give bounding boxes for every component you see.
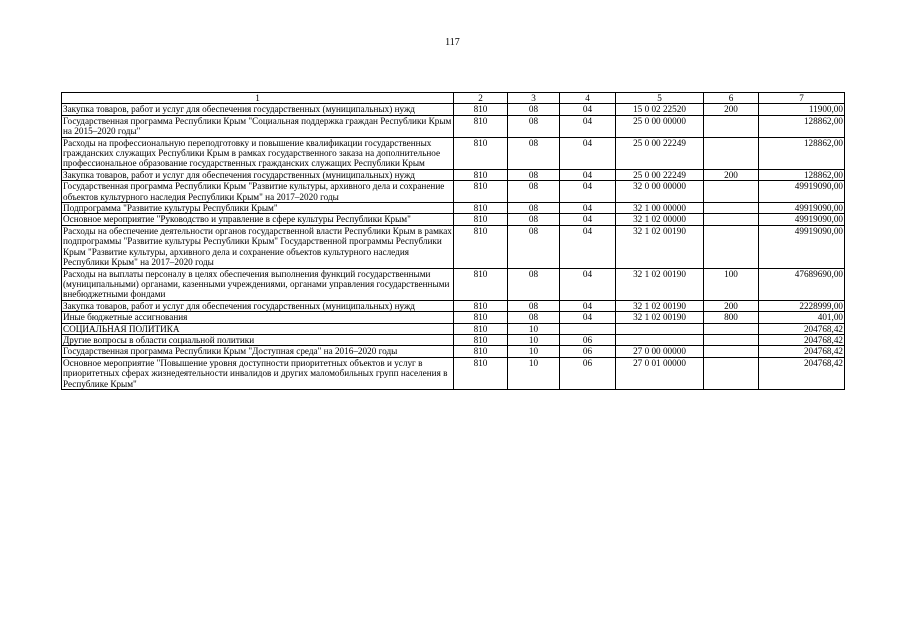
header-cell-5: 5 — [616, 93, 704, 104]
row-target-article-cell: 32 1 02 00000 — [616, 214, 704, 225]
row-code-cell: 810 — [454, 346, 508, 357]
row-section-cell: 08 — [508, 214, 560, 225]
row-expense-type-cell — [704, 137, 759, 169]
row-target-article-cell: 25 0 00 00000 — [616, 115, 704, 137]
row-subsection-cell: 04 — [560, 312, 616, 323]
row-code-cell: 810 — [454, 225, 508, 268]
row-section-cell: 10 — [508, 357, 560, 389]
row-code-cell: 810 — [454, 181, 508, 203]
row-section-cell: 08 — [508, 203, 560, 214]
row-expense-type-cell — [704, 225, 759, 268]
row-expense-type-cell: 200 — [704, 169, 759, 180]
row-name-cell: Расходы на выплаты персоналу в целях обеспечения выполнения функций государственными (муниципальными) органами, казенными учреждениями, органами управления государственными внебюджетными фондами — [62, 268, 454, 300]
row-amount-cell: 49919090,00 — [759, 225, 845, 268]
row-name-cell: Государственная программа Республики Крым "Развитие культуры, архивного дела и сохранение объектов культурного наследия Республики Крым" на 2017–2020 годы — [62, 181, 454, 203]
row-target-article-cell: 32 1 02 00190 — [616, 300, 704, 311]
row-expense-type-cell: 200 — [704, 300, 759, 311]
header-cell-2: 2 — [454, 93, 508, 104]
row-amount-cell: 204768,42 — [759, 357, 845, 389]
table-row — [62, 203, 845, 214]
row-amount-cell: 204768,42 — [759, 334, 845, 345]
row-target-article-cell: 15 0 02 22520 — [616, 104, 704, 115]
row-section-cell: 08 — [508, 115, 560, 137]
row-name-cell: Другие вопросы в области социальной политики — [62, 334, 454, 345]
row-target-article-cell: 25 0 00 22249 — [616, 169, 704, 180]
row-section-cell: 10 — [508, 334, 560, 345]
row-section-cell: 08 — [508, 104, 560, 115]
row-target-article-cell: 25 0 00 22249 — [616, 137, 704, 169]
row-expense-type-cell — [704, 357, 759, 389]
row-expense-type-cell — [704, 203, 759, 214]
row-amount-cell: 128862,00 — [759, 137, 845, 169]
row-subsection-cell: 06 — [560, 346, 616, 357]
row-expense-type-cell — [704, 346, 759, 357]
row-expense-type-cell: 800 — [704, 312, 759, 323]
row-name-cell: Подпрограмма "Развитие культуры Республики Крым" — [62, 203, 454, 214]
table-row — [62, 169, 845, 180]
table-row — [62, 312, 845, 323]
row-name-cell: Государственная программа Республики Крым "Социальная поддержка граждан Республики Крым на 2015–2020 годы" — [62, 115, 454, 137]
row-amount-cell: 49919090,00 — [759, 203, 845, 214]
row-name-cell: СОЦИАЛЬНАЯ ПОЛИТИКА — [62, 323, 454, 334]
row-name-cell: Основное мероприятие "Повышение уровня доступности приоритетных объектов и услуг в приоритетных сферах жизнедеятельности инвалидов и других маломобильных групп населения в Республике Крым" — [62, 357, 454, 389]
row-target-article-cell — [616, 334, 704, 345]
row-code-cell: 810 — [454, 115, 508, 137]
header-cell-7: 7 — [759, 93, 845, 104]
table-row — [62, 181, 845, 203]
row-target-article-cell: 32 0 00 00000 — [616, 181, 704, 203]
row-target-article-cell: 32 1 02 00190 — [616, 225, 704, 268]
row-subsection-cell: 04 — [560, 181, 616, 203]
row-subsection-cell — [560, 323, 616, 334]
row-code-cell: 810 — [454, 312, 508, 323]
row-name-cell: Закупка товаров, работ и услуг для обеспечения государственных (муниципальных) нужд — [62, 169, 454, 180]
budget-table — [61, 92, 845, 390]
row-section-cell: 08 — [508, 268, 560, 300]
row-name-cell: Основное мероприятие "Руководство и управление в сфере культуры Республики Крым" — [62, 214, 454, 225]
row-name-cell: Государственная программа Республики Крым "Доступная среда" на 2016–2020 годы — [62, 346, 454, 357]
row-subsection-cell: 04 — [560, 203, 616, 214]
row-amount-cell: 2228999,00 — [759, 300, 845, 311]
row-code-cell: 810 — [454, 169, 508, 180]
row-subsection-cell: 04 — [560, 169, 616, 180]
table-row — [62, 323, 845, 334]
table-row — [62, 268, 845, 300]
row-amount-cell: 49919090,00 — [759, 181, 845, 203]
row-code-cell: 810 — [454, 214, 508, 225]
row-amount-cell: 128862,00 — [759, 115, 845, 137]
row-subsection-cell: 04 — [560, 268, 616, 300]
row-expense-type-cell — [704, 334, 759, 345]
row-code-cell: 810 — [454, 137, 508, 169]
table-row — [62, 137, 845, 169]
row-expense-type-cell — [704, 181, 759, 203]
table-row — [62, 346, 845, 357]
row-subsection-cell: 04 — [560, 104, 616, 115]
row-code-cell: 810 — [454, 323, 508, 334]
row-target-article-cell: 32 1 00 00000 — [616, 203, 704, 214]
row-name-cell: Расходы на обеспечение деятельности органов государственной власти Республики Крым в рамках подпрограммы "Развитие культуры Республики Крым" Государственной программы Республики Крым "Развитие культуры, архивного дела и сохранение объектов культурного наследия Республики Крым" на 2017–2020 годы — [63, 225, 452, 268]
table-row — [62, 115, 845, 137]
row-subsection-cell: 04 — [560, 115, 616, 137]
row-code-cell: 810 — [454, 300, 508, 311]
row-section-cell: 08 — [508, 137, 560, 169]
row-code-cell: 810 — [454, 104, 508, 115]
table-row — [62, 300, 845, 311]
row-expense-type-cell — [704, 323, 759, 334]
header-cell-6: 6 — [704, 93, 759, 104]
row-name-cell: Расходы на профессиональную переподготовку и повышение квалификации государственных гражданских служащих Республики Крым в рамках государственного заказа на дополнительное профессиональное образование государственных гражданских служащих Республики Крым — [62, 137, 454, 169]
row-section-cell: 08 — [508, 169, 560, 180]
row-name-cell: Закупка товаров, работ и услуг для обеспечения государственных (муниципальных) нужд — [62, 104, 454, 115]
row-amount-cell: 128862,00 — [759, 169, 845, 180]
row-section-cell: 08 — [508, 312, 560, 323]
row-section-cell: 10 — [508, 346, 560, 357]
row-target-article-cell: 32 1 02 00190 — [616, 312, 704, 323]
table-row — [62, 334, 845, 345]
row-amount-cell: 11900,00 — [759, 104, 845, 115]
header-cell-3: 3 — [508, 93, 560, 104]
row-expense-type-cell — [704, 115, 759, 137]
row-section-cell: 10 — [508, 323, 560, 334]
row-name-cell: Иные бюджетные ассигнования — [62, 312, 454, 323]
table-row — [62, 225, 845, 268]
header-cell-4: 4 — [560, 93, 616, 104]
row-section-cell: 08 — [508, 181, 560, 203]
page-number: 117 — [445, 37, 460, 48]
row-section-cell: 08 — [508, 225, 560, 268]
row-expense-type-cell: 200 — [704, 104, 759, 115]
row-target-article-cell: 27 0 01 00000 — [616, 357, 704, 389]
row-code-cell: 810 — [454, 203, 508, 214]
row-amount-cell: 47689690,00 — [759, 268, 845, 300]
row-target-article-cell: 32 1 02 00190 — [616, 268, 704, 300]
row-expense-type-cell: 100 — [704, 268, 759, 300]
row-amount-cell: 49919090,00 — [759, 214, 845, 225]
table-row — [62, 104, 845, 115]
row-subsection-cell: 06 — [560, 334, 616, 345]
row-amount-cell: 401,00 — [759, 312, 845, 323]
table-header-row — [62, 93, 845, 104]
row-subsection-cell: 04 — [560, 214, 616, 225]
row-target-article-cell — [616, 323, 704, 334]
row-amount-cell: 204768,42 — [759, 323, 845, 334]
table-row — [62, 357, 845, 389]
row-name-cell: Закупка товаров, работ и услуг для обеспечения государственных (муниципальных) нужд — [62, 300, 454, 311]
row-subsection-cell: 04 — [560, 137, 616, 169]
row-expense-type-cell — [704, 214, 759, 225]
table-row — [62, 214, 845, 225]
row-subsection-cell: 04 — [560, 225, 616, 268]
row-amount-cell: 204768,42 — [759, 346, 845, 357]
row-subsection-cell: 06 — [560, 357, 616, 389]
row-subsection-cell: 04 — [560, 300, 616, 311]
row-target-article-cell: 27 0 00 00000 — [616, 346, 704, 357]
row-code-cell: 810 — [454, 334, 508, 345]
row-section-cell: 08 — [508, 300, 560, 311]
row-code-cell: 810 — [454, 357, 508, 389]
header-cell-1: 1 — [62, 93, 454, 104]
row-code-cell: 810 — [454, 268, 508, 300]
